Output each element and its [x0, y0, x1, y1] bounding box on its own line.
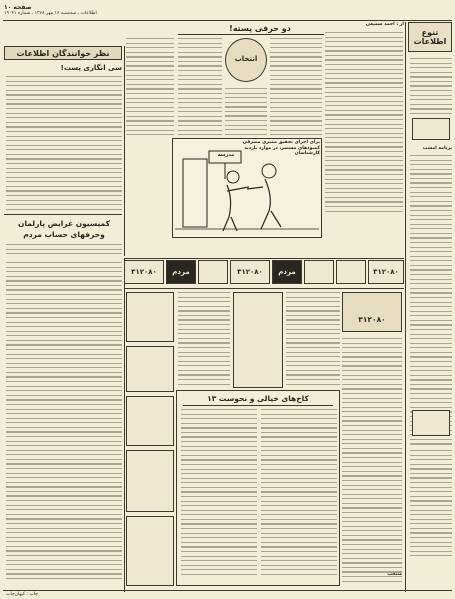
boxed-article-col-right	[261, 409, 337, 579]
program-listing-top	[410, 58, 452, 118]
program-listing-bottom	[410, 450, 452, 570]
center-lower-left	[178, 292, 230, 388]
small-ad-5	[126, 516, 174, 586]
page-label: صفحه ۱۰	[4, 4, 32, 11]
left-lower-text	[6, 262, 122, 582]
boxed-article-title: کاخ‌های خیالی و نحوست ۱۳	[207, 394, 309, 403]
center-col-b	[178, 38, 222, 138]
center-logo-text: انتخاب	[234, 55, 258, 63]
left-article-title: کمیسیون عرایض پارلمان وحرفهای حساب مردم	[18, 219, 110, 239]
ad-cell-2	[166, 260, 196, 284]
ad-cell-6	[304, 260, 334, 284]
header-rule	[3, 20, 452, 21]
left-section-header	[4, 46, 122, 60]
ad-strip-rule-bottom	[124, 288, 404, 289]
right-phone-text: ۳۱۲۰۸۰	[358, 315, 386, 324]
ad-cell-8	[368, 260, 404, 284]
ad-cell-5-label: مردم	[278, 268, 296, 276]
program-title: برنامه امشب	[422, 146, 452, 151]
ad-cell-1-phone: ۳۱۲۰۸۰	[131, 268, 157, 276]
masthead: تنوع اطلاعات	[413, 28, 447, 46]
left-section-title: نظر خوانندگان اطلاعات	[16, 49, 110, 58]
boxed-article-col-left	[181, 409, 257, 579]
small-ad-1	[126, 292, 174, 342]
ad-cell-8-phone: ۳۱۲۰۸۰	[373, 268, 399, 276]
center-lower-right	[286, 292, 340, 388]
right-lower-text	[342, 338, 402, 588]
boxed-article-rule	[183, 405, 333, 406]
right-column-author: از : احمد سمیعی	[365, 22, 404, 27]
ad-cell-7	[336, 260, 366, 284]
ad-strip-rule-top	[124, 258, 404, 259]
right-phone-logo	[342, 292, 402, 332]
right-emblem	[412, 118, 450, 140]
ad-cell-4	[230, 260, 270, 284]
center-col-c	[225, 88, 267, 138]
left-subtitle: سی انگاری پست!	[60, 64, 122, 72]
small-ad-2	[126, 346, 174, 392]
col-divider-1	[405, 22, 406, 592]
ad-strip	[124, 260, 404, 286]
boxed-article	[176, 390, 340, 586]
small-ad-4	[126, 450, 174, 512]
ad-cell-3	[198, 260, 228, 284]
cartoon-caption: برای اجرای تحقیق ممیزی مصرفی کمبودهای مستمر، در موارد بازدید کارشناسان	[242, 140, 320, 157]
right-footer-label: منتخب	[387, 572, 402, 577]
center-top-title: دو حرفی پسته!	[229, 24, 291, 33]
ad-cell-2-label: مردم	[172, 268, 190, 276]
right-ad-small	[412, 410, 450, 436]
left-article-text	[6, 244, 122, 258]
ad-cell-4-phone: ۳۱۲۰۸۰	[237, 268, 263, 276]
left-title-rule	[4, 214, 122, 215]
center-lower-mid-ad	[233, 292, 283, 388]
footer-text: چاپ : کیهان‌چاپ	[6, 592, 39, 597]
left-column-text	[6, 76, 122, 212]
center-col-a	[270, 38, 322, 138]
ad-cell-5	[272, 260, 302, 284]
dateline: اطلاعات ـ سه‌شنبه ۱۶ مهر ۱۳۶۸ ـ شماره ۱۹۰۴۱	[4, 11, 97, 16]
ad-cell-1	[124, 260, 164, 284]
center-title-rule	[178, 34, 324, 35]
right-column-text	[325, 32, 403, 222]
col-divider-left	[124, 46, 125, 256]
small-ad-3	[126, 396, 174, 446]
center-col-d	[126, 38, 174, 138]
center-logo	[225, 38, 267, 82]
col-divider-lower	[124, 258, 125, 592]
cartoon-sign: مدرسه	[217, 152, 235, 158]
masthead-box	[408, 22, 452, 52]
footer-rule	[3, 590, 452, 591]
